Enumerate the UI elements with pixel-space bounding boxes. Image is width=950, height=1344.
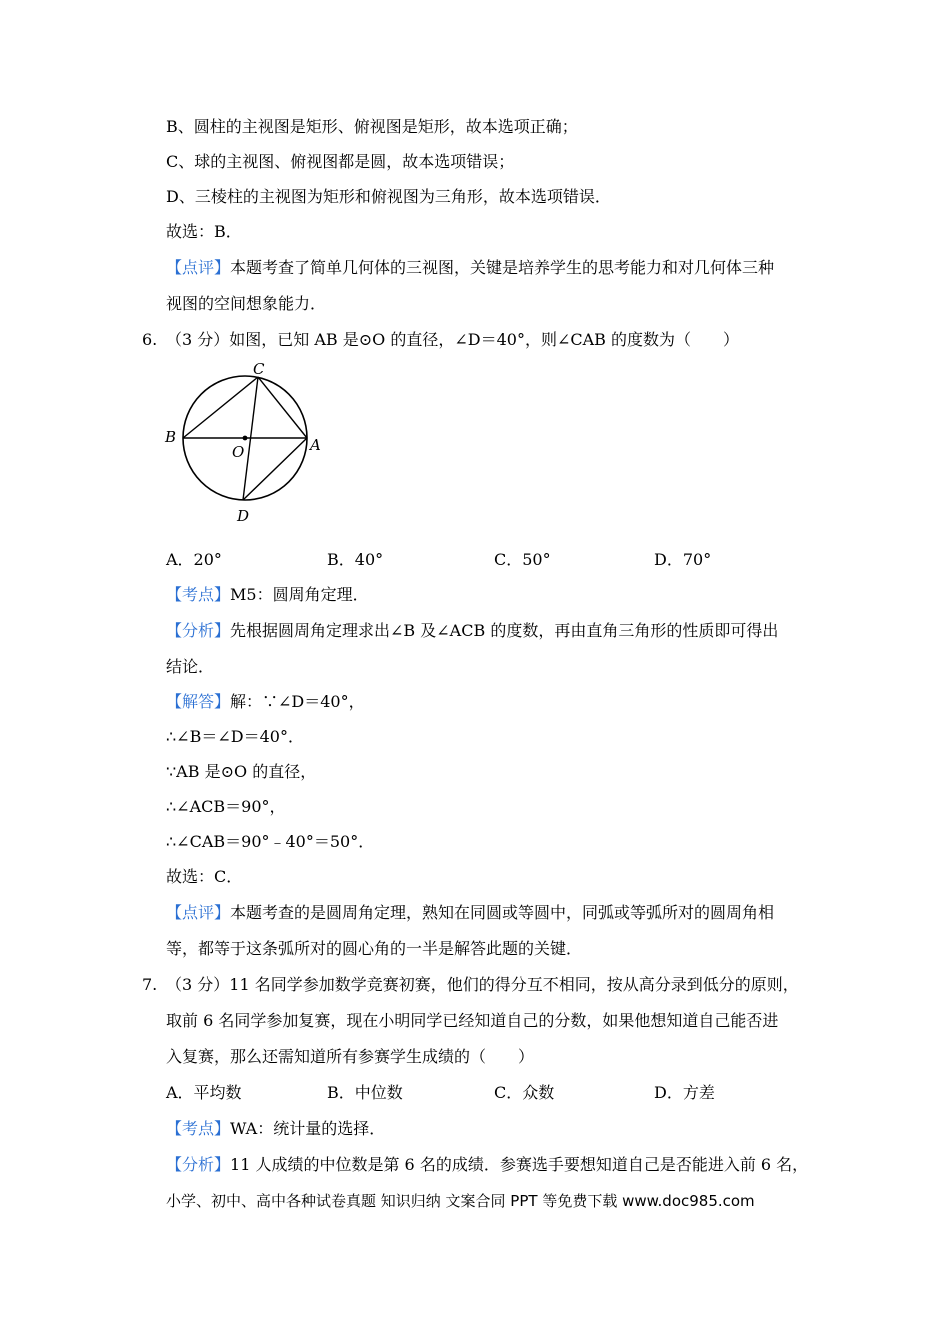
q6-option-c: C．50°: [494, 550, 551, 569]
fenxi-tag: 【分析】: [166, 621, 231, 640]
q6-step-2: ∴∠B＝∠D＝40°．: [166, 727, 304, 746]
q7-fenxi-text: 11 人成绩的中位数是第 6 名的成绩．参赛选手要想知道自己是否能进入前 6 名，: [230, 1155, 809, 1174]
q6-fenxi-cont: 结论．: [166, 657, 215, 676]
q6-fenxi: [166, 620, 778, 642]
q6-comment: [166, 902, 774, 924]
q7-kaodian: [166, 1118, 385, 1140]
q5-answer: 故选：B．: [166, 222, 242, 241]
option-b-explanation: B、圆柱的主视图是矩形、俯视图是矩形，故本选项正确；: [166, 117, 578, 136]
q6-stem: （3 分）如图，已知 AB 是⊙O 的直径，∠D＝40°，则∠CAB 的度数为（ ）: [166, 330, 740, 349]
chord-bc: [183, 377, 258, 438]
q6-number: 6.: [142, 330, 158, 349]
q6-step-5: ∴∠CAB＝90°﹣40°＝50°．: [166, 832, 375, 851]
q7-stem-2: 取前 6 名同学参加复赛，现在小明同学已经知道自己的分数，如果他想知道自己能否进: [166, 1011, 779, 1030]
q7-option-c: C．众数: [494, 1083, 555, 1102]
q6-step-4: ∴∠ACB＝90°，: [166, 797, 286, 816]
q6-option-a: A．20°: [166, 550, 222, 569]
label-o: O: [232, 443, 245, 461]
q6-option-d: D．70°: [654, 550, 712, 569]
q7-option-b: B．中位数: [327, 1083, 403, 1102]
kaodian-tag: 【考点】: [166, 1119, 231, 1138]
q6-answer: 故选：C．: [166, 867, 243, 886]
q6-comment-cont: 等，都等于这条弧所对的圆心角的一半是解答此题的关键．: [166, 939, 583, 958]
page-footer: 小学、初中、高中各种试卷真题 知识归纳 文案合同 PPT 等免费下载 www.doc985.com: [166, 1192, 755, 1210]
label-b: B: [165, 428, 177, 446]
jieda-tag: 【解答】: [166, 692, 231, 711]
q7-fenxi: [166, 1154, 808, 1176]
q7-option-a: A．平均数: [166, 1083, 242, 1102]
q7-option-d: D．方差: [654, 1083, 715, 1102]
chord-da: [243, 438, 307, 500]
comment-tag: 【点评】: [166, 258, 231, 277]
q6-comment-text: 本题考查的是圆周角定理，熟知在同圆或等圆中，同弧或等弧所对的圆周角相: [230, 903, 775, 922]
q6-step-3: ∵AB 是⊙O 的直径，: [166, 762, 317, 781]
center-point: [243, 436, 248, 441]
label-c: C: [253, 360, 265, 378]
circle-figure: [160, 356, 330, 526]
q6-jieda-text: 解：∵∠D＝40°，: [230, 692, 365, 711]
option-c-explanation: C、球的主视图、俯视图都是圆，故本选项错误；: [166, 152, 515, 171]
q7-number: 7.: [142, 975, 158, 994]
q7-stem: （3 分）11 名同学参加数学竞赛初赛，他们的得分互不相同，按从高分录到低分的原则，: [166, 975, 799, 994]
q5-comment-text: 本题考查了简单几何体的三视图，关键是培养学生的思考能力和对几何体三种: [230, 258, 775, 277]
label-d: D: [237, 507, 250, 525]
q6-kaodian-text: M5：圆周角定理．: [230, 585, 369, 604]
kaodian-tag: 【考点】: [166, 585, 231, 604]
q6-jieda: [166, 691, 365, 713]
q5-comment-cont: 视图的空间想象能力．: [166, 294, 327, 313]
q6-fenxi-text: 先根据圆周角定理求出∠B 及∠ACB 的度数，再由直角三角形的性质即可得出: [230, 621, 779, 640]
q6-option-b: B．40°: [327, 550, 384, 569]
option-d-explanation: D、三棱柱的主视图为矩形和俯视图为三角形，故本选项错误．: [166, 187, 611, 206]
q7-kaodian-text: WA：统计量的选择．: [230, 1119, 386, 1138]
label-a: A: [310, 436, 321, 454]
q5-comment: [166, 257, 774, 279]
fenxi-tag: 【分析】: [166, 1155, 231, 1174]
comment-tag: 【点评】: [166, 903, 231, 922]
q6-kaodian: [166, 584, 369, 606]
q7-stem-3: 入复赛，那么还需知道所有参赛学生成绩的（ ）: [166, 1047, 535, 1066]
